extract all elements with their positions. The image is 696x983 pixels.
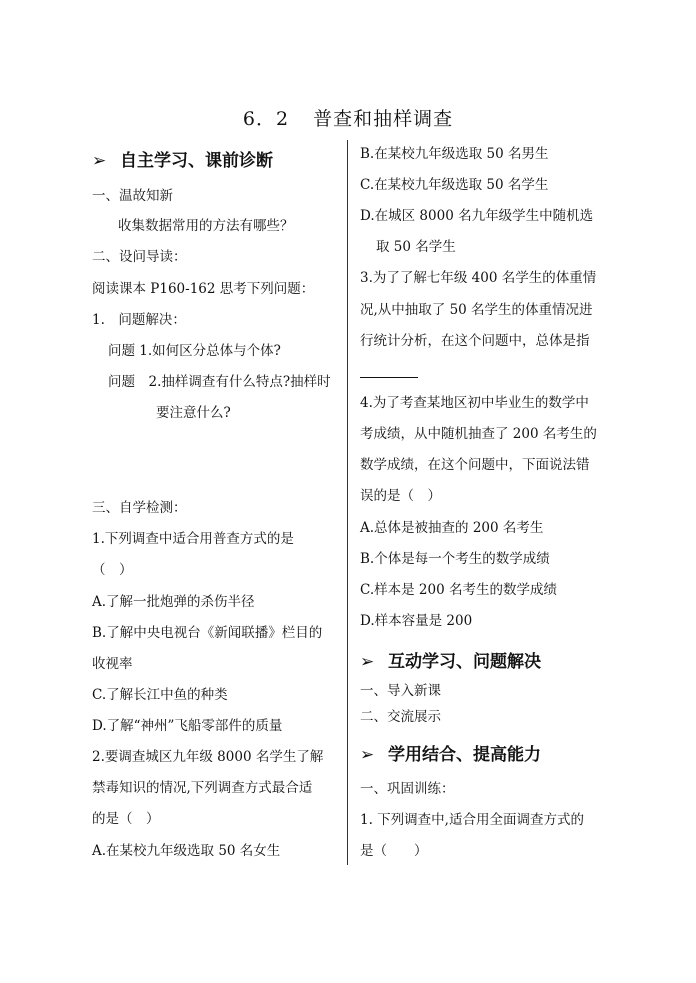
item-4-option-d: D.样本容量是 200 [360, 613, 473, 629]
item-4-option-a: A.总体是被抽查的 200 名考生 [360, 520, 544, 536]
item-1-option-b-line-2: 收视率 [92, 656, 133, 672]
heading-application: ➢ 学用结合、提高能力 [360, 745, 541, 765]
item-4-line-4: 误的是（ ） [360, 488, 441, 504]
question-1: 问题 1.如何区分总体与个体? [108, 343, 281, 359]
section-number: 6．2 [242, 108, 290, 130]
answer-blank-line [360, 377, 418, 378]
heading-interactive: ➢ 互动学习、问题解决 [360, 652, 541, 672]
item-1-option-b-line-1: B.了解中央电视台《新闻联播》栏目的 [92, 625, 323, 641]
review-label: 一、温故知新 [92, 188, 173, 204]
item-1-line-2: （ ） [92, 562, 133, 578]
item-2-line-2: 禁毒知识的情况,下列调查方式最合适 [92, 780, 313, 796]
item-2-option-a: A.在某校九年级选取 50 名女生 [92, 843, 281, 859]
item-3-line-2: 况,从中抽取了 50 名学生的体重情况进 [360, 302, 593, 318]
intro-new-lesson: 一、导入新课 [360, 683, 441, 699]
problem-solving-label: 1. 问题解决： [92, 312, 186, 328]
self-check-label: 三、自学检测： [92, 500, 187, 516]
item-1-option-c: C.了解长江中鱼的种类 [92, 687, 228, 703]
item-2-option-d-line-2: 取 50 名学生 [376, 239, 456, 255]
column-divider [347, 140, 348, 865]
review-question: 收集数据常用的方法有哪些？ [118, 218, 294, 234]
arrowhead-bullet-icon: ➢ [92, 151, 107, 171]
practice-1-line-2: 是（ ） [360, 843, 428, 859]
item-3-line-1: 3.为了了解七年级 400 名学生的体重情 [360, 270, 597, 286]
guide-label: 二、设问导读： [92, 249, 187, 265]
item-1-option-d: D.了解“神州”飞船零部件的质量 [92, 718, 283, 734]
item-2-option-c: C.在某校九年级选取 50 名学生 [360, 177, 549, 193]
practice-label: 一、巩固训练： [360, 781, 455, 797]
item-4-line-1: 4.为了考查某地区初中毕业生的数学中 [360, 395, 589, 411]
item-4-option-c: C.样本是 200 名考生的数学成绩 [360, 582, 557, 598]
practice-1-line-1: 1. 下列调查中,适合用全面调查方式的 [360, 812, 584, 828]
item-3-line-3: 行统计分析，在这个问题中，总体是指 [360, 333, 590, 349]
arrowhead-bullet-icon: ➢ [360, 745, 375, 765]
item-4-line-2: 考成绩，从中随机抽查了 200 名考生的 [360, 426, 597, 442]
item-2-line-1: 2.要调查城区九年级 8000 名学生了解 [92, 749, 324, 765]
item-2-line-3: 的是（ ） [92, 811, 160, 827]
heading-self-study: ➢ 自主学习、课前诊断 [92, 151, 273, 171]
page-title [0, 104, 696, 131]
exchange-display: 二、交流展示 [360, 709, 441, 725]
arrowhead-bullet-icon: ➢ [360, 652, 375, 672]
question-2-line-1: 问题 2.抽样调查有什么特点?抽样时 [108, 374, 331, 390]
item-2-option-d-line-1: D.在城区 8000 名九年级学生中随机选 [360, 208, 594, 224]
item-4-line-3: 数学成绩，在这个问题中，下面说法错 [360, 457, 590, 473]
item-2-option-b: B.在某校九年级选取 50 名男生 [360, 146, 549, 162]
question-2-line-2: 要注意什么? [156, 405, 231, 421]
item-4-option-b: B.个体是每一个考生的数学成绩 [360, 551, 550, 567]
guide-intro: 阅读课本 P160-162 思考下列问题： [92, 281, 315, 297]
section-title: 普查和抽样调查 [313, 108, 454, 130]
item-1-option-a: A.了解一批炮弹的杀伤半径 [92, 594, 255, 610]
item-1-line-1: 1.下列调查中适合用普查方式的是 [92, 531, 294, 547]
